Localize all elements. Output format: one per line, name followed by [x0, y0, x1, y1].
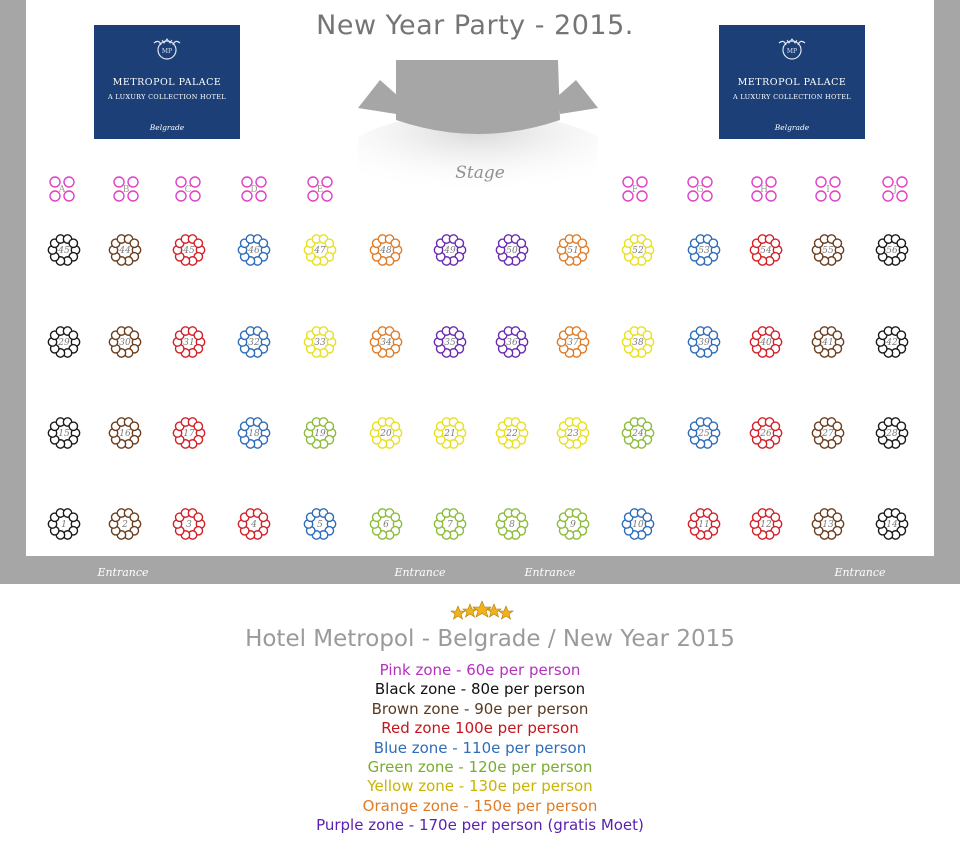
seat — [190, 191, 200, 201]
table-14 — [876, 508, 908, 540]
seat — [830, 191, 840, 201]
seat — [709, 513, 717, 521]
table-40 — [750, 326, 782, 358]
seat — [455, 331, 463, 339]
seat — [643, 422, 651, 430]
seat — [643, 331, 651, 339]
table-55 — [812, 234, 844, 266]
table-number: 36 — [506, 338, 518, 348]
pod-H — [749, 174, 779, 204]
table-number: 38 — [632, 338, 644, 348]
table-7 — [434, 508, 466, 540]
table-44 — [109, 234, 141, 266]
table-24 — [622, 417, 654, 449]
table-number: 40 — [760, 338, 772, 348]
table-number: 8 — [509, 520, 515, 530]
pod-D — [239, 174, 269, 204]
pod-label: F — [631, 185, 639, 195]
seat — [897, 177, 907, 187]
table-31 — [173, 326, 205, 358]
pod-B — [111, 174, 141, 204]
seat — [130, 331, 138, 339]
seat — [897, 331, 905, 339]
footer-title: Hotel Metropol - Belgrade / New Year 2015 — [245, 626, 735, 652]
table-6 — [370, 508, 402, 540]
entrance-label: Entrance — [394, 566, 446, 579]
price-item-red: Red zone 100e per person — [381, 719, 579, 738]
seat — [833, 331, 841, 339]
seat — [128, 191, 138, 201]
table-48 — [370, 234, 402, 266]
table-33 — [304, 326, 336, 358]
pod-label: D — [250, 185, 258, 195]
logo-subtitle: A LUXURY COLLECTION HOTEL — [108, 93, 226, 101]
seat — [883, 177, 893, 187]
table-34 — [370, 326, 402, 358]
stage-shape — [358, 58, 598, 208]
seat — [391, 331, 399, 339]
table-number: 46 — [248, 246, 260, 256]
seat — [325, 513, 333, 521]
page-title: New Year Party - 2015. — [316, 10, 634, 41]
seat — [64, 191, 74, 201]
seat — [259, 513, 267, 521]
pod-label: A — [58, 185, 66, 195]
logo-city: Belgrade — [149, 123, 185, 132]
seat — [322, 191, 332, 201]
seat — [637, 177, 647, 187]
table-number: 56 — [886, 246, 898, 256]
svg-text:MP: MP — [161, 48, 173, 55]
seat — [643, 239, 651, 247]
seat — [391, 513, 399, 521]
seat — [130, 513, 138, 521]
table-21 — [434, 417, 466, 449]
table-20 — [370, 417, 402, 449]
seat — [190, 177, 200, 187]
table-49 — [434, 234, 466, 266]
table-15 — [48, 417, 80, 449]
entrance-label: Entrance — [834, 566, 886, 579]
table-number: 9 — [570, 520, 576, 530]
table-number: 54 — [760, 246, 772, 256]
table-number: 45 — [183, 246, 195, 256]
price-item-blue: Blue zone - 110e per person — [373, 738, 587, 757]
table-number: 37 — [567, 338, 579, 348]
seat — [897, 513, 905, 521]
seat — [578, 422, 586, 430]
table-number: 1 — [61, 520, 67, 530]
table-26 — [750, 417, 782, 449]
table-27 — [812, 417, 844, 449]
table-4 — [238, 508, 270, 540]
table-51 — [557, 234, 589, 266]
seat — [194, 239, 202, 247]
table-number: 5 — [317, 520, 323, 530]
table-3 — [173, 508, 205, 540]
pod-label: B — [122, 185, 130, 195]
seat — [391, 422, 399, 430]
price-item-brown: Brown zone - 90e per person — [371, 699, 589, 718]
seat — [578, 331, 586, 339]
table-number: 55 — [822, 246, 834, 256]
table-8 — [496, 508, 528, 540]
seat — [771, 331, 779, 339]
seat — [709, 422, 717, 430]
pod-C — [173, 174, 203, 204]
table-number: 20 — [380, 429, 392, 439]
stage-label: Stage — [455, 163, 505, 183]
seat — [194, 422, 202, 430]
seat — [897, 191, 907, 201]
table-32 — [238, 326, 270, 358]
crest-icon — [776, 37, 808, 61]
svg-text:MP: MP — [786, 48, 798, 55]
price-item-black: Black zone - 80e per person — [374, 680, 586, 699]
price-item-yellow: Yellow zone - 130e per person — [367, 777, 593, 796]
table-5 — [304, 508, 336, 540]
table-number: 29 — [58, 338, 70, 348]
table-30 — [109, 326, 141, 358]
seat — [69, 422, 77, 430]
table-45 — [173, 234, 205, 266]
seat — [69, 513, 77, 521]
seat — [578, 239, 586, 247]
table-47 — [304, 234, 336, 266]
logo-name: METROPOL PALACE — [737, 77, 847, 88]
seat — [391, 239, 399, 247]
table-22 — [496, 417, 528, 449]
table-16 — [109, 417, 141, 449]
table-13 — [812, 508, 844, 540]
table-10 — [622, 508, 654, 540]
table-number: 23 — [567, 429, 579, 439]
hotel-logo-left — [94, 25, 240, 139]
table-38 — [622, 326, 654, 358]
pod-label: C — [184, 185, 192, 195]
seat — [194, 513, 202, 521]
pod-G — [685, 174, 715, 204]
table-9 — [557, 508, 589, 540]
seat — [325, 239, 333, 247]
table-number: 50 — [506, 246, 518, 256]
table-number: 51 — [567, 246, 579, 256]
seat — [709, 239, 717, 247]
table-number: 16 — [119, 429, 131, 439]
table-17 — [173, 417, 205, 449]
seat — [455, 239, 463, 247]
seat — [833, 422, 841, 430]
pod-label: G — [696, 185, 704, 195]
table-number: 49 — [444, 246, 456, 256]
table-46 — [238, 234, 270, 266]
table-number: 19 — [314, 429, 326, 439]
seat — [325, 422, 333, 430]
table-number: 53 — [698, 246, 710, 256]
table-number: 44 — [119, 246, 131, 256]
table-53 — [688, 234, 720, 266]
table-23 — [557, 417, 589, 449]
table-number: 41 — [822, 338, 834, 348]
table-29 — [48, 326, 80, 358]
five-stars-icon — [449, 600, 515, 622]
seat — [194, 331, 202, 339]
table-number: 24 — [632, 429, 644, 439]
table-number: 27 — [822, 429, 834, 439]
seat — [637, 191, 647, 201]
pod-label: H — [760, 185, 768, 195]
table-number: 48 — [380, 246, 392, 256]
seat — [69, 331, 77, 339]
seat — [455, 513, 463, 521]
table-number: 12 — [760, 520, 772, 530]
table-50 — [496, 234, 528, 266]
table-41 — [812, 326, 844, 358]
table-25 — [688, 417, 720, 449]
seat — [771, 239, 779, 247]
table-12 — [750, 508, 782, 540]
pod-E — [305, 174, 335, 204]
seat — [897, 422, 905, 430]
table-37 — [557, 326, 589, 358]
pod-I — [813, 174, 843, 204]
table-number: 42 — [886, 338, 898, 348]
seat — [517, 239, 525, 247]
table-number: 14 — [886, 520, 898, 530]
pod-label: E — [316, 185, 324, 195]
seat — [517, 513, 525, 521]
pod-A — [47, 174, 77, 204]
seat — [709, 331, 717, 339]
seat — [517, 422, 525, 430]
table-number: 18 — [248, 429, 260, 439]
seat — [259, 422, 267, 430]
price-item-orange: Orange zone - 150e per person — [362, 796, 598, 815]
table-number: 6 — [383, 520, 389, 530]
seat — [128, 177, 138, 187]
table-number: 4 — [251, 520, 257, 530]
seat — [517, 331, 525, 339]
entrance-label: Entrance — [97, 566, 149, 579]
table-36 — [496, 326, 528, 358]
price-item-pink: Pink zone - 60e per person — [379, 661, 581, 679]
table-number: 10 — [632, 520, 644, 530]
table-45 — [48, 234, 80, 266]
table-number: 52 — [632, 246, 644, 256]
table-19 — [304, 417, 336, 449]
table-number: 32 — [248, 338, 260, 348]
seat — [833, 239, 841, 247]
table-2 — [109, 508, 141, 540]
table-number: 11 — [698, 520, 710, 530]
table-number: 30 — [119, 338, 131, 348]
table-39 — [688, 326, 720, 358]
table-28 — [876, 417, 908, 449]
logo-city: Belgrade — [774, 123, 810, 132]
table-number: 39 — [698, 338, 710, 348]
table-number: 33 — [314, 338, 326, 348]
table-number: 22 — [506, 429, 518, 439]
seat — [455, 422, 463, 430]
hotel-logo-right — [719, 25, 865, 139]
pod-F — [620, 174, 650, 204]
seat — [259, 239, 267, 247]
logo-subtitle: A LUXURY COLLECTION HOTEL — [733, 93, 851, 101]
pod-label: J — [893, 185, 897, 195]
table-number: 2 — [122, 520, 128, 530]
seat — [130, 422, 138, 430]
pod-J — [880, 174, 910, 204]
table-number: 25 — [698, 429, 710, 439]
table-52 — [622, 234, 654, 266]
table-42 — [876, 326, 908, 358]
pod-label: I — [826, 185, 830, 195]
table-number: 15 — [58, 429, 70, 439]
table-number: 21 — [444, 429, 456, 439]
table-number: 28 — [886, 429, 898, 439]
seat — [830, 177, 840, 187]
table-number: 17 — [183, 429, 195, 439]
table-number: 47 — [314, 246, 326, 256]
entrance-label: Entrance — [524, 566, 576, 579]
seat — [643, 513, 651, 521]
seat — [130, 239, 138, 247]
seat — [322, 177, 332, 187]
table-18 — [238, 417, 270, 449]
seat — [69, 239, 77, 247]
seat — [64, 177, 74, 187]
table-number: 35 — [444, 338, 456, 348]
seat — [883, 191, 893, 201]
seat — [833, 513, 841, 521]
table-number: 34 — [380, 338, 392, 348]
table-35 — [434, 326, 466, 358]
seat — [325, 331, 333, 339]
price-list — [0, 661, 960, 836]
table-number: 13 — [822, 520, 834, 530]
seat — [816, 177, 826, 187]
seat — [259, 331, 267, 339]
table-number: 31 — [183, 338, 195, 348]
seat — [897, 239, 905, 247]
seat — [771, 422, 779, 430]
seat — [578, 513, 586, 521]
table-11 — [688, 508, 720, 540]
table-54 — [750, 234, 782, 266]
price-item-purple: Purple zone - 170e per person (gratis Moet) — [316, 816, 644, 835]
logo-name: METROPOL PALACE — [112, 77, 222, 88]
seat — [771, 513, 779, 521]
table-number: 7 — [447, 520, 453, 530]
table-56 — [876, 234, 908, 266]
price-item-green: Green zone - 120e per person — [367, 758, 593, 777]
table-number: 3 — [186, 520, 192, 530]
table-1 — [48, 508, 80, 540]
seat — [816, 191, 826, 201]
table-number: 45 — [58, 246, 70, 256]
crest-icon — [151, 37, 183, 61]
table-number: 26 — [760, 429, 772, 439]
